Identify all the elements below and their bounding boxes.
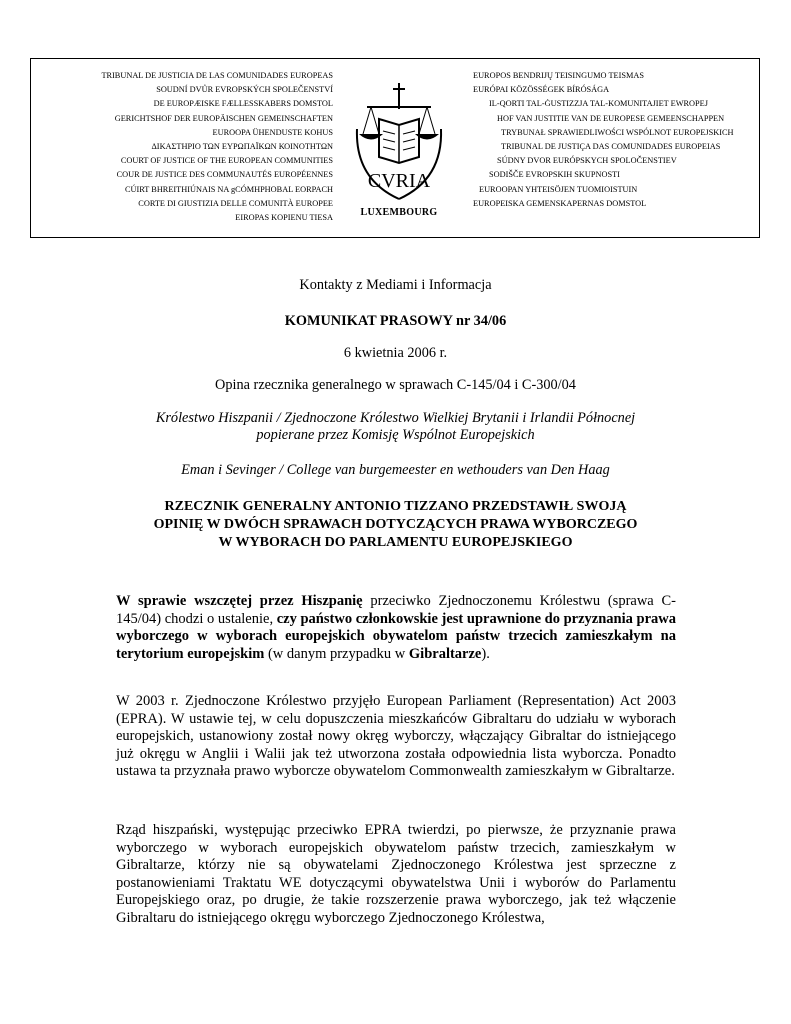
text: ). bbox=[481, 645, 490, 662]
emphasis: W sprawie wszczętej przez Hiszpanię bbox=[116, 593, 363, 609]
court-name: HOF VAN JUSTITIE VAN DE EUROPESE GEMEENSCHAPPEN bbox=[497, 113, 725, 123]
court-name: EUROPEISKA GEMENSKAPERNAS DOMSTOL bbox=[473, 198, 647, 208]
court-name: ΔΙΚΑΣΤΗΡΙΟ ΤΩΝ ΕΥΡΩΠΑΪΚΩΝ ΚΟΙΝΟΤΗΤΩΝ bbox=[151, 142, 333, 152]
opinion-title: Opina rzecznika generalnego w sprawach C-145/04 i C-300/04 bbox=[215, 377, 576, 393]
court-header bbox=[30, 58, 760, 238]
paragraph-3: Rząd hiszpański, występując przeciwko EPRA twierdzi, po pierwsze, że przyznanie prawa wyborczego w wyborach europejskich obywatelom państw trzecich, zamieszkałym w Gibraltarze, którzy nie są obywatelami Zjednoczonego Królestwa jest sprzeczne z postanowieniami Traktatu WE dotyczącymi obywatelstwa Unii i wyborów do Parlamentu Europejskiego oraz, po drugie, że takie rozszerzenie prawa wyborczego, jak też włączenie Gibraltaru do istniejącego okręgu wyborczego Zjednoczonego Królestwa, bbox=[116, 822, 676, 926]
headline bbox=[0, 498, 791, 552]
parties-case-1: Królestwo Hiszpanii / Zjednoczone Królestwo Wielkiej Brytanii i Irlandii Północnej bbox=[155, 410, 636, 426]
paragraph-1 bbox=[116, 593, 676, 663]
court-name: SOUDNÍ DVŮR EVROPSKÝCH SPOLEČENSTVÍ bbox=[156, 85, 333, 95]
parties-case-2: Eman i Sevinger / College van burgemeester en wethouders van Den Haag bbox=[181, 462, 610, 478]
court-name: CÚIRT BHREITHIÚNAIS NA gCÓMHPHOBAL EORPACH bbox=[124, 184, 333, 194]
court-name: COUR DE JUSTICE DES COMMUNAUTÉS EUROPÉENNES bbox=[116, 170, 333, 180]
court-name: EURÓPAI KÖZÖSSÉGEK BÍRÓSÁGA bbox=[473, 85, 610, 95]
court-names-left bbox=[101, 69, 333, 225]
court-name: COURT OF JUSTICE OF THE EUROPEAN COMMUNITIES bbox=[120, 156, 333, 166]
emphasis: czy państwo członkowskie jest uprawnione do przyznania prawa wyborczego w wyborach europejskich obywatelom państw trzecich zamieszkałym na terytorium europejskim bbox=[116, 610, 677, 662]
court-name: EUROPOS BENDRIJŲ TEISINGUMO TEISMAS bbox=[473, 71, 644, 80]
text: (w danym przypadku w bbox=[264, 645, 409, 662]
court-name: GERICHTSHOF DER EUROPÄISCHEN GEMEINSCHAFTEN bbox=[114, 113, 333, 123]
court-name: DE EUROPÆISKE FÆLLESSKABERS DOMSTOL bbox=[153, 99, 333, 109]
court-name: TRIBUNAL DE JUSTIÇA DAS COMUNIDADES EUROPEIAS bbox=[501, 142, 721, 152]
court-name: SODIŠČE EVROPSKIH SKUPNOSTI bbox=[489, 170, 620, 180]
headline-line: W WYBORACH DO PARLAMENTU EUROPEJSKIEGO bbox=[218, 535, 573, 550]
court-name: CORTE DI GIUSTIZIA DELLE COMUNITÀ EUROPEE bbox=[138, 198, 333, 208]
headline-line: OPINIĘ W DWÓCH SPRAWACH DOTYCZĄCYCH PRAWA WYBORCZEGO bbox=[153, 517, 638, 532]
court-names-right bbox=[473, 69, 734, 211]
text: przeciwko Zjednoczonemu Królestwu (sprawa C-145/04) chodzi o ustalenie, bbox=[116, 593, 677, 627]
court-name: EUROOPAN YHTEISÖJEN TUOMIOISTUIN bbox=[479, 184, 638, 194]
press-release-number: KOMUNIKAT PRASOWY nr 34/06 bbox=[284, 313, 507, 329]
release-date: 6 kwietnia 2006 r. bbox=[343, 345, 448, 361]
court-name: IL-QORTI TAL-ĠUSTIZZJA TAL-KOMUNITAJIET EWROPEJ bbox=[489, 99, 708, 109]
headline-line: RZECZNIK GENERALNY ANTONIO TIZZANO PRZEDSTAWIŁ SWOJĄ bbox=[164, 499, 627, 514]
parties-case-1-support: popierane przez Komisję Wspólnot Europejskich bbox=[256, 427, 535, 443]
court-name: SÚDNY DVOR EURÓPSKYCH SPOLOČENSTIEV bbox=[497, 156, 677, 166]
court-name: EIROPAS KOPIENU TIESA bbox=[235, 213, 333, 223]
cvria-emblem-icon bbox=[349, 79, 449, 224]
paragraph-2: W 2003 r. Zjednoczone Królestwo przyjęło European Parliament (Representation) Act 2003 (EPRA). W ustawie tej, w celu dopuszczenia mieszkańców Gibraltaru do udziału w wyborach europejskich, ustanowiony został nowy okręg wyborczy, włączający Gibraltar do istniejącego już okręgu w Anglii i Walii jak też utworzona została odpowiednia lista wyborcza. Ponadto ustawa ta przyznała prawo wyborcze obywatelom Commonwealth zamieszkałym w Gibraltarze. bbox=[116, 693, 676, 779]
court-name: EUROOPA ÜHENDUSTE KOHUS bbox=[212, 127, 333, 137]
emphasis: Gibraltarze bbox=[408, 645, 482, 662]
court-name: TRIBUNAL DE JUSTICIA DE LAS COMUNIDADES EUROPEAS bbox=[101, 71, 333, 80]
city-label: LUXEMBOURG bbox=[360, 207, 438, 218]
court-name: TRYBUNAŁ SPRAWIEDLIWOŚCI WSPÓLNOT EUROPEJSKICH bbox=[501, 127, 734, 137]
emblem-text: CVRIA bbox=[367, 170, 431, 192]
contacts-line: Kontakty z Mediami i Informacja bbox=[299, 277, 492, 293]
